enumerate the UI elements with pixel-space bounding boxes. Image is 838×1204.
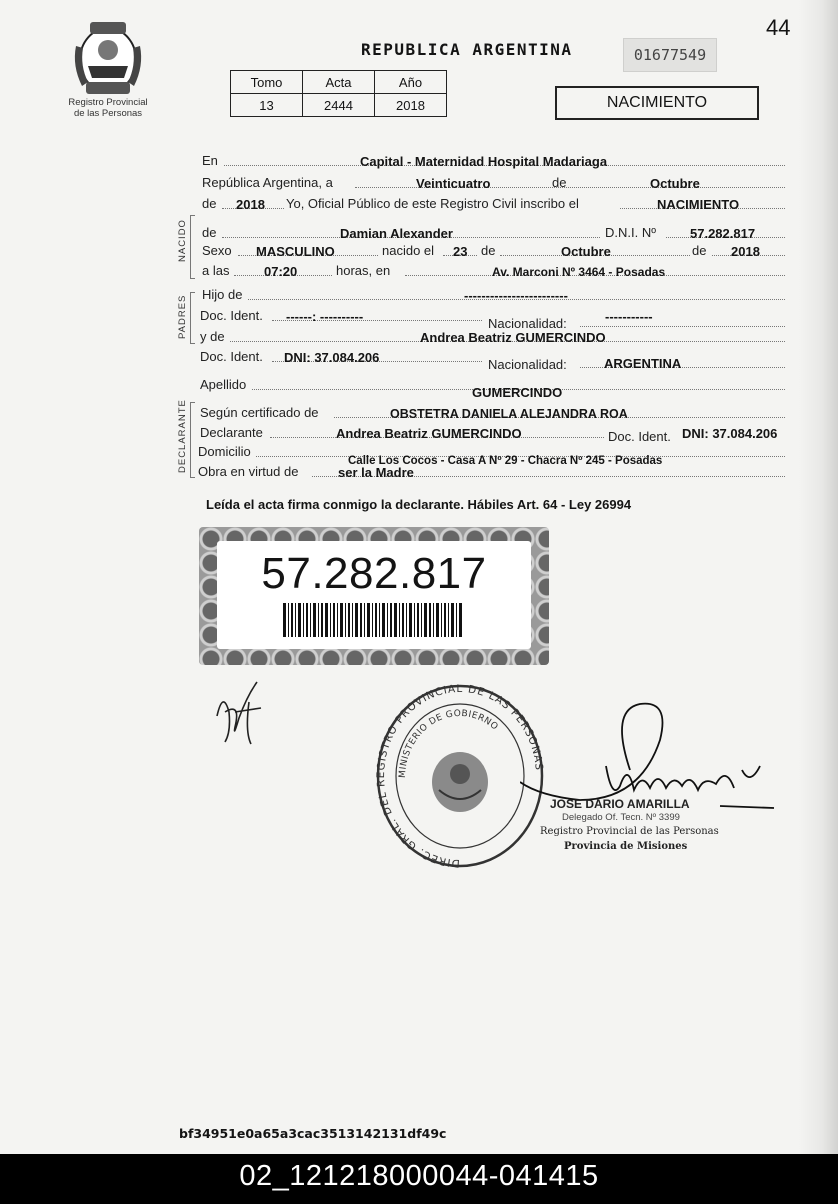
dni-sticker bbox=[199, 527, 549, 665]
label-hijo-de: Hijo de bbox=[202, 287, 243, 302]
official-role: Delegado Of. Tecn. Nº 3399 bbox=[562, 812, 680, 823]
side-label-parents: PADRES bbox=[177, 294, 188, 339]
value-declarant-doc: DNI: 37.084.206 bbox=[682, 426, 778, 441]
label-domicilio: Domicilio bbox=[198, 444, 251, 459]
value-day-text: Veinticuatro bbox=[416, 176, 491, 191]
field-row-father-doc bbox=[200, 305, 785, 331]
value-declarant: Andrea Beatriz GUMERCINDO bbox=[336, 426, 522, 441]
value-sex: MASCULINO bbox=[256, 244, 335, 259]
value-time: 07:20 bbox=[264, 264, 298, 279]
parents-bracket bbox=[190, 292, 195, 344]
side-label-born: NACIDO bbox=[177, 219, 188, 262]
value-birth-year: 2018 bbox=[731, 244, 760, 259]
label-doc-ident-declarant: Doc. Ident. bbox=[608, 429, 671, 444]
document-type-box: NACIMIENTO bbox=[555, 86, 759, 120]
label-de-year: de bbox=[202, 196, 217, 211]
label-apellido: Apellido bbox=[200, 377, 247, 392]
label-de-month: de bbox=[552, 175, 567, 190]
value-year: 2018 bbox=[236, 197, 265, 212]
value-birth-month: Octubre bbox=[561, 244, 611, 259]
value-certifier: OBSTETRA DANIELA ALEJANDRA ROA bbox=[390, 407, 628, 421]
field-row-declarant bbox=[200, 422, 785, 442]
document-title: REPUBLICA ARGENTINA bbox=[361, 40, 573, 59]
label-de-byear: de bbox=[692, 243, 707, 258]
page-number: 44 bbox=[766, 15, 791, 40]
official-office: Registro Provincial de las Personas bbox=[540, 826, 719, 837]
registry-header-ano: Año bbox=[375, 71, 447, 94]
label-de-bmonth: de bbox=[481, 243, 496, 258]
field-row-father bbox=[200, 284, 785, 304]
stamp-ring-text: DIREC. GRAL. DEL REGISTRO PROVINCIAL DE LAS PERSONAS bbox=[375, 682, 545, 870]
document-hash: bf34951e0a65a3cac3513142131df49c bbox=[179, 1126, 447, 1141]
footer-code: 02_121218000044-041415 bbox=[239, 1160, 599, 1192]
label-doc-ident-father: Doc. Ident. bbox=[200, 308, 263, 323]
value-surname: GUMERCINDO bbox=[472, 385, 563, 400]
label-yo-oficial: Yo, Oficial Público de este Registro Civil inscribo el bbox=[286, 196, 579, 211]
label-a-las: a las bbox=[202, 263, 230, 278]
registry-header-tomo: Tomo bbox=[231, 71, 303, 94]
label-nacido: nacido el bbox=[382, 243, 435, 258]
field-row-domicile bbox=[198, 441, 785, 467]
value-act-type: NACIMIENTO bbox=[657, 197, 740, 212]
footer-band bbox=[0, 1154, 838, 1204]
value-month: Octubre bbox=[650, 176, 700, 191]
closing-statement: Leída el acta firma conmigo la declarante. Hábiles Art. 64 - Ley 26994 bbox=[206, 497, 632, 512]
value-virtue: ser la Madre bbox=[338, 465, 414, 480]
label-de-name: de bbox=[202, 225, 217, 240]
value-place: Capital - Maternidad Hospital Madariaga bbox=[360, 154, 608, 169]
value-mother-doc: DNI: 37.084.206 bbox=[284, 350, 380, 365]
declarant-signature bbox=[205, 672, 275, 752]
field-row-mother-doc bbox=[200, 346, 785, 372]
official-province: Provincia de Misiones bbox=[564, 841, 688, 852]
shield-emblem-icon bbox=[432, 752, 488, 812]
field-row-virtue bbox=[200, 461, 785, 481]
label-republica: República Argentina, a bbox=[202, 175, 333, 190]
label-en: En bbox=[202, 153, 218, 168]
label-doc-ident-mother: Doc. Ident. bbox=[200, 349, 263, 364]
value-father-name: ------------------------ bbox=[464, 288, 568, 303]
misiones-coat-of-arms-logo bbox=[70, 16, 146, 100]
label-certificado: Según certificado de bbox=[200, 405, 319, 420]
value-birth-address: Av. Marconi Nº 3464 - Posadas bbox=[492, 265, 666, 279]
value-dni: 57.282.817 bbox=[690, 226, 756, 241]
stamp-inner-text: MINISTERIO DE GOBIERNO bbox=[397, 708, 500, 779]
field-row-place bbox=[200, 150, 785, 170]
registry-acta-value: 2444 bbox=[303, 94, 375, 117]
registry-table bbox=[230, 70, 447, 117]
serial-number: 01677549 bbox=[623, 38, 717, 72]
field-row-time bbox=[200, 260, 785, 280]
label-obra: Obra en virtud de bbox=[198, 464, 299, 479]
side-label-declarant: DECLARANTE bbox=[177, 399, 188, 473]
value-father-doc: ------: ---------- bbox=[286, 309, 364, 324]
field-row-act bbox=[200, 193, 785, 213]
registry-caption: Registro Provincial de las Personas bbox=[68, 97, 148, 119]
label-horas: horas, en bbox=[336, 263, 391, 278]
field-row-mother bbox=[200, 326, 785, 346]
value-mother-name: Andrea Beatriz GUMERCINDO bbox=[420, 330, 606, 345]
label-nacionalidad-mother: Nacionalidad: bbox=[488, 357, 567, 372]
born-bracket bbox=[190, 215, 195, 279]
registry-tomo-value: 13 bbox=[231, 94, 303, 117]
field-row-certifier bbox=[200, 402, 785, 422]
field-row-date bbox=[200, 172, 785, 192]
field-row-name bbox=[200, 222, 785, 242]
declarant-bracket bbox=[190, 402, 195, 478]
value-birth-day: 23 bbox=[453, 244, 468, 259]
barcode-icon bbox=[283, 603, 463, 637]
value-domicile: Calle Los Cocos - Casa A Nº 29 - Chacra Nº 245 - Posadas bbox=[348, 455, 663, 467]
label-declarante: Declarante bbox=[200, 425, 263, 440]
label-sexo: Sexo bbox=[202, 243, 232, 258]
value-mother-nationality: ARGENTINA bbox=[604, 356, 682, 371]
dni-sticker-number: 57.282.817 bbox=[261, 549, 487, 598]
label-y-de: y de bbox=[200, 329, 225, 344]
field-row-birth bbox=[200, 240, 785, 260]
label-dni: D.N.I. Nº bbox=[605, 225, 656, 240]
registry-header-acta: Acta bbox=[303, 71, 375, 94]
registry-ano-value: 2018 bbox=[375, 94, 447, 117]
official-name: JOSE DARIO AMARILLA bbox=[550, 797, 690, 811]
label-nacionalidad-father: Nacionalidad: bbox=[488, 316, 567, 331]
value-father-nationality: ----------- bbox=[605, 309, 653, 324]
value-name: Damian Alexander bbox=[340, 226, 453, 241]
field-row-surname bbox=[200, 374, 785, 400]
